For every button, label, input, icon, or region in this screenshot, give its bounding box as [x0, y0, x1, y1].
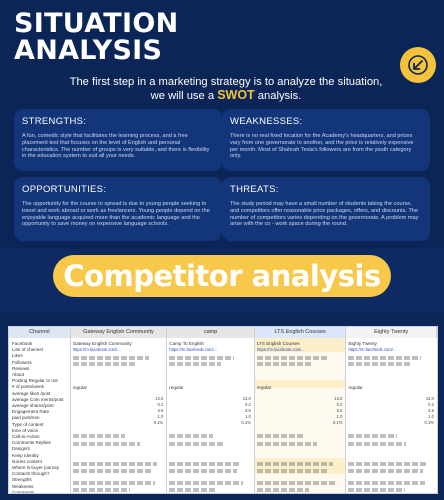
- cell-text: [348, 434, 397, 438]
- row-label: About: [12, 372, 25, 378]
- table-body: [9, 338, 437, 494]
- cell-number: 3.5: [157, 408, 164, 413]
- cell-number: 1.0: [157, 414, 164, 419]
- cell-number: 1.0: [245, 414, 251, 419]
- row-label: # of posts/week: [12, 384, 44, 390]
- cell-number: 3.5: [336, 408, 343, 413]
- cell-text: [169, 462, 240, 466]
- cell-number: 0.2: [336, 402, 343, 407]
- cell-number: 13.0: [425, 396, 434, 401]
- cell-text: [73, 442, 140, 446]
- cell-text: [73, 362, 135, 366]
- competitor-title: Competitor analysis: [53, 255, 391, 297]
- cell-text: [348, 462, 426, 466]
- cell-text: [348, 469, 422, 473]
- column-header: Eighty Twenty: [346, 327, 437, 338]
- row-label: Likes: [12, 353, 23, 359]
- cell-number: 13.0: [242, 396, 251, 401]
- cell-text: [169, 362, 221, 366]
- page-title: [14, 10, 179, 64]
- row-label: Followers: [12, 359, 32, 365]
- cell-text: [169, 442, 223, 446]
- row-label: Comments: [12, 489, 35, 494]
- row-label: paid post/non: [12, 415, 40, 421]
- row-label: Engagement Rate: [12, 409, 50, 415]
- strengths-body: A fun, comedic style that facilitates the learning process, and a free placement test that focuses on the level of English and personal characteristics. The number of groups is very suitable, and there is flexibility in the education system to suit all your needs.: [22, 133, 210, 160]
- title-line-2: ANALYSIS: [14, 35, 163, 66]
- row-label: Where is buyer journey: [12, 465, 60, 471]
- cell-text: [348, 488, 404, 492]
- cell-number: 0.2: [428, 402, 434, 407]
- cell-number: 1.0: [336, 414, 343, 419]
- cell-text: [169, 469, 237, 473]
- opportunities-body: The opportunity for the course to spread is due to young people seeking to travel and work abroad or work as freelancers. Young people depend on the enjoyable language acquired more than the academic language and the opportunity to save money on expensive language schools.: [22, 201, 210, 228]
- cell-text: [348, 362, 410, 366]
- weaknesses-body: There is no real fixed location for the Academy's headquarters, and prices vary from one governorate to another, and the price is relatively expensive per month. Most of Shahrah Tesla's followers are from the youth category only.: [230, 133, 414, 160]
- cell-number: 0.1%: [153, 420, 164, 425]
- intro-line-2-pre: we will use a: [150, 90, 215, 102]
- title-line-1: SITUATION: [14, 8, 179, 39]
- cell-text: [73, 462, 157, 466]
- cell-name: Gateway English Community: [72, 341, 132, 346]
- row-label: Strengths: [12, 477, 32, 483]
- cell-text: [169, 434, 212, 438]
- cell-link[interactable]: https://m.facebook.com/...: [256, 347, 305, 352]
- intro-text: [60, 76, 392, 103]
- cell-regular: regular: [169, 385, 184, 390]
- cell-text: [73, 469, 153, 473]
- row-label: Facebook: [12, 341, 33, 346]
- competitor-column: [71, 338, 168, 494]
- row-label: average Com ments/post: [12, 396, 64, 402]
- cell-link[interactable]: https://m.facebook.com/...: [72, 347, 121, 352]
- cell-link[interactable]: https://m.facebook.com/...: [348, 347, 397, 352]
- cell-regular: regular: [256, 385, 272, 390]
- row-label: Type of content: [12, 421, 44, 427]
- row-label: Weakness: [12, 483, 34, 489]
- strengths-heading: STRENGTHS:: [22, 116, 87, 127]
- cell-number: 1.0: [428, 414, 434, 419]
- cell-text: [348, 356, 420, 360]
- cell-text: [257, 462, 333, 466]
- row-label: Reviews: [12, 365, 30, 371]
- competitor-table: [8, 326, 438, 494]
- cell-text: [257, 469, 329, 473]
- cell-text: [257, 488, 310, 492]
- weaknesses-card: [222, 109, 430, 171]
- row-label: Posting Regular or not: [12, 378, 58, 384]
- cell-number: 3.5: [428, 408, 434, 413]
- cell-number: 13.0: [155, 396, 164, 401]
- cell-name: LTS English Courses: [256, 341, 300, 346]
- intro-line-1: The first step in a marketing strategy is to analyze the situation,: [69, 76, 383, 88]
- cell-regular: regular: [72, 385, 88, 390]
- intro-line-2-post: analysis.: [257, 90, 302, 102]
- cell-number: 0.2: [157, 402, 164, 407]
- row-label: Link of channel: [12, 347, 43, 353]
- cell-text: [73, 481, 155, 485]
- cell-text: [348, 481, 424, 485]
- cell-number: 0.1%: [241, 420, 251, 425]
- row-label: Contacts through?: [12, 471, 50, 477]
- row-label: average likes /post: [12, 390, 51, 396]
- row-label: average shares/post: [12, 403, 54, 409]
- row-label: tone of voice: [12, 427, 39, 433]
- threats-body: The study period may have a small number of students taking the course, and competitors offer reasonable price packages, offers, and discounts. The number of competitors varies depending on the governorate. A problem may arise with the co - work space during the round.: [230, 201, 419, 228]
- weaknesses-heading: WEAKNESSES:: [230, 116, 303, 127]
- cell-number: 0.1%: [332, 420, 343, 425]
- cell-number: 0.2: [245, 402, 251, 407]
- cell-regular: regular: [348, 385, 363, 390]
- cell-text: [73, 488, 130, 492]
- cell-link[interactable]: https://m.facebook.com/...: [169, 347, 218, 352]
- cell-number: 0.1%: [424, 420, 434, 425]
- intro-line-2: [60, 89, 392, 103]
- cell-text: [257, 442, 317, 446]
- threats-heading: THREATS:: [230, 184, 279, 195]
- row-label: stories content: [12, 458, 42, 464]
- threats-card: [222, 177, 430, 241]
- competitor-column: [167, 338, 255, 494]
- opportunities-heading: OPPORTUNITIES:: [22, 184, 107, 195]
- cell-number: 3.5: [245, 408, 251, 413]
- row-label-column: [9, 338, 71, 494]
- cell-text: [73, 356, 149, 360]
- cell-name: Camp To English: [169, 341, 204, 346]
- opportunities-card: [14, 177, 222, 241]
- row-label: Comments Replies: [12, 440, 51, 446]
- competitor-column: [346, 338, 437, 494]
- cell-text: [257, 481, 335, 485]
- cell-text: [257, 434, 304, 438]
- cell-text: [169, 356, 234, 360]
- cell-text: [169, 481, 243, 485]
- column-header: Channel: [9, 327, 71, 338]
- cell-text: [348, 442, 406, 446]
- column-header: Gateway English Community: [71, 327, 168, 338]
- competitor-column: [255, 338, 347, 494]
- swot-accent: SWOT: [217, 88, 255, 102]
- column-header: camp: [167, 327, 255, 338]
- strengths-card: [14, 109, 222, 171]
- cell-name: Eighty Twenty: [348, 341, 377, 346]
- table-header-row: [9, 327, 437, 338]
- row-label: Call-to-Action: [12, 434, 40, 440]
- arrow-down-left-icon: [407, 54, 429, 76]
- cell-text: [257, 362, 313, 366]
- column-header: LTS English Courses: [255, 327, 347, 338]
- cell-text: [169, 488, 217, 492]
- cell-number: 13.0: [334, 396, 343, 401]
- arrow-down-left-button[interactable]: [400, 47, 436, 83]
- row-label: Keep Identity: [12, 452, 39, 458]
- cell-text: [257, 356, 328, 360]
- cell-text: [73, 434, 126, 438]
- row-label: Design/s: [12, 446, 30, 452]
